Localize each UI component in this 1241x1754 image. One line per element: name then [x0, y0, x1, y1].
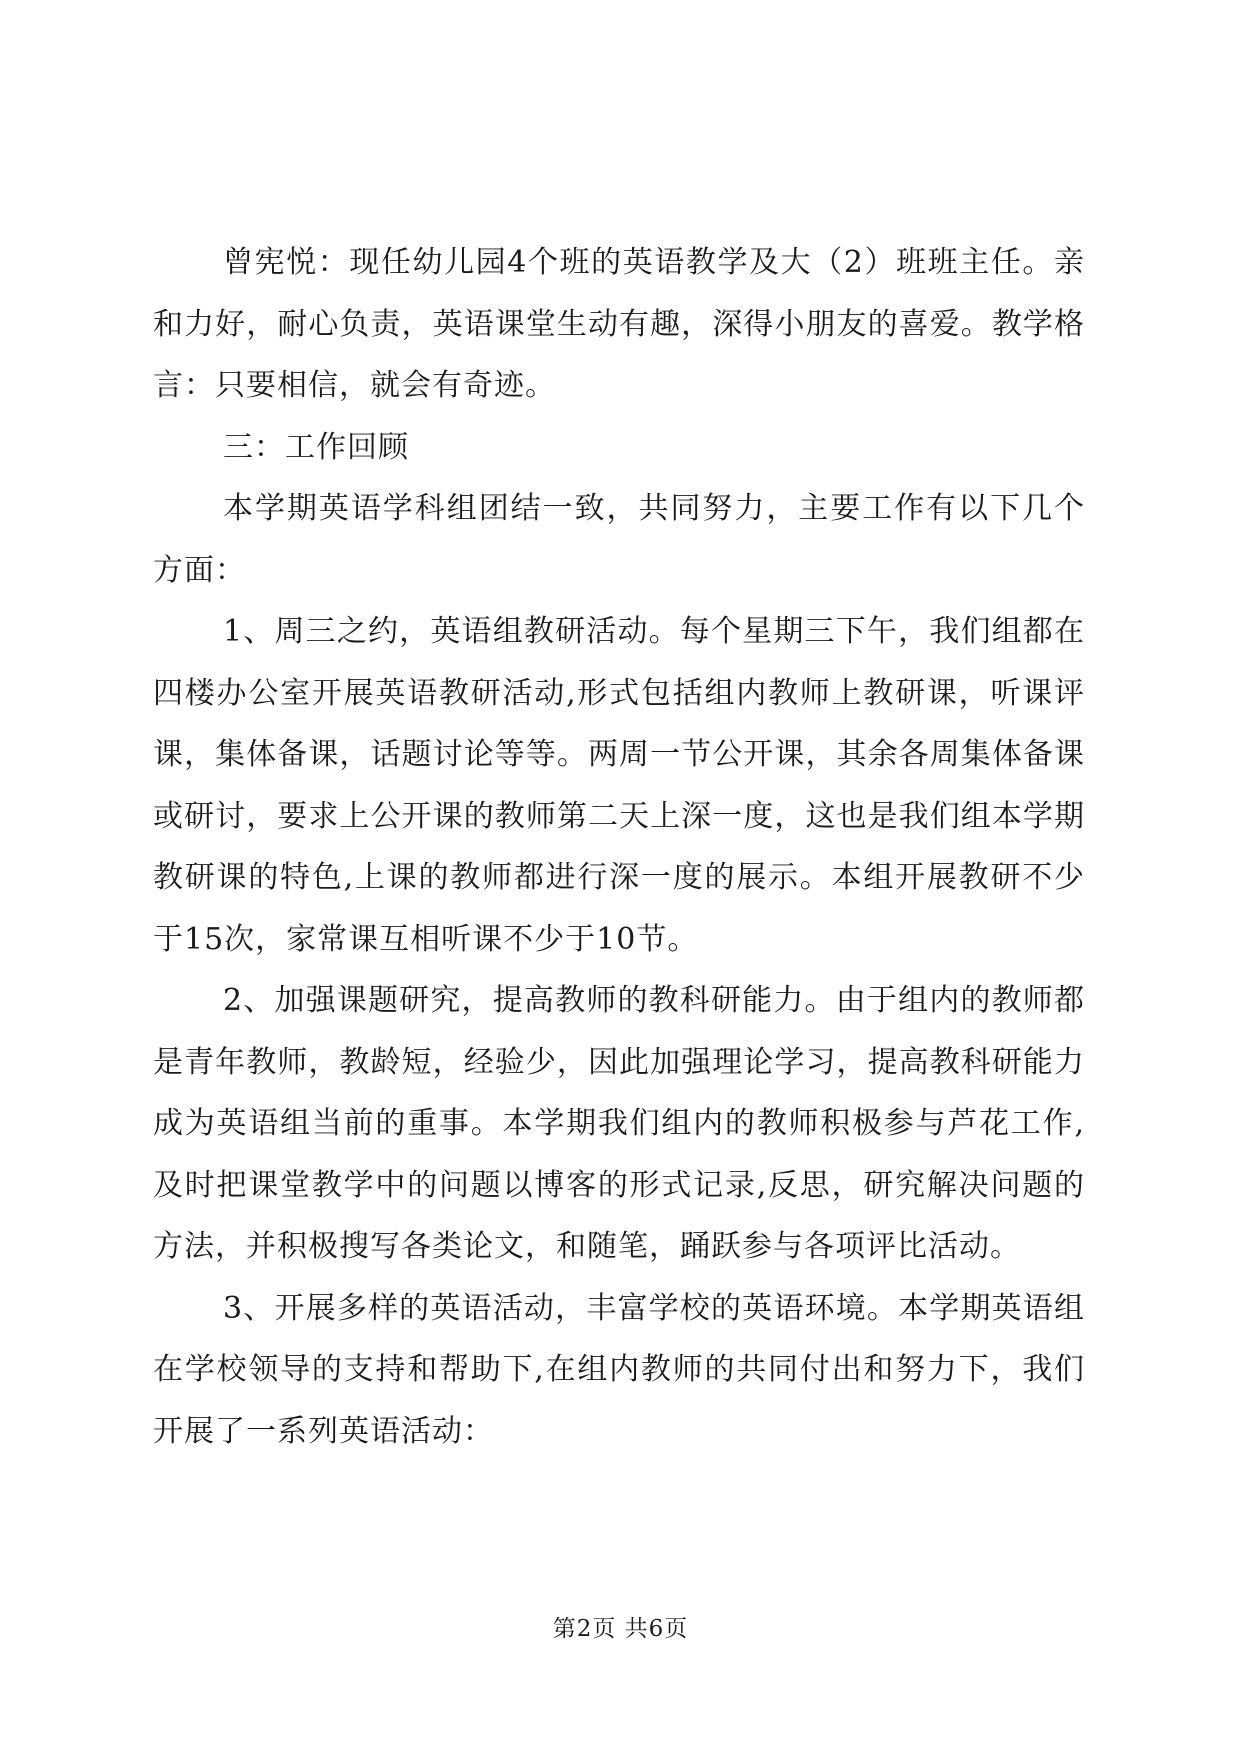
section-heading-work-review: 三：工作回顾 — [223, 429, 409, 465]
paragraph-intro: 本学期英语学科组团结一致，共同努力，主要工作有以下几个方面： — [153, 491, 1085, 588]
paragraph-item-2: 2、加强课题研究，提高教师的教科研能力。由于组内的教师都是青年教师，教龄短，经验少，因此加强理论学习，提高教科研能力成为英语组当前的重事。本学期我们组内的教师积极参与芦花工作,及时把课堂教学中的问题以博客的形式记录,反思，研究解决问题的方法，并积极搜写各类论文，和随笔，踊跃参与各项评比活动。 — [153, 983, 1085, 1264]
page-number-footer: 第2页 共6页 — [552, 1616, 689, 1642]
document-body — [153, 232, 1085, 1462]
paragraph-item-1: 1、周三之约，英语组教研活动。每个星期三下午，我们组都在四楼办公室开展英语教研活动,形式包括组内教师上教研课，听课评课，集体备课，话题讨论等等。两周一节公开课，其余各周集体备课或研讨，要求上公开课的教师第二天上深一度，这也是我们组本学期教研课的特色,上课的教师都进行深一度的展示。本组开展教研不少于15次，家常课互相听课不少于10节。 — [153, 614, 1085, 957]
paragraph-teacher-profile: 曾宪悦：现任幼儿园4个班的英语教学及大（2）班班主任。亲和力好，耐心负责，英语课堂生动有趣，深得小朋友的喜爱。教学格言：只要相信，就会有奇迹。 — [153, 245, 1085, 403]
paragraph-item-3: 3、开展多样的英语活动，丰富学校的英语环境。本学期英语组在学校领导的支持和帮助下,在组内教师的共同付出和努力下，我们开展了一系列英语活动： — [153, 1290, 1085, 1449]
